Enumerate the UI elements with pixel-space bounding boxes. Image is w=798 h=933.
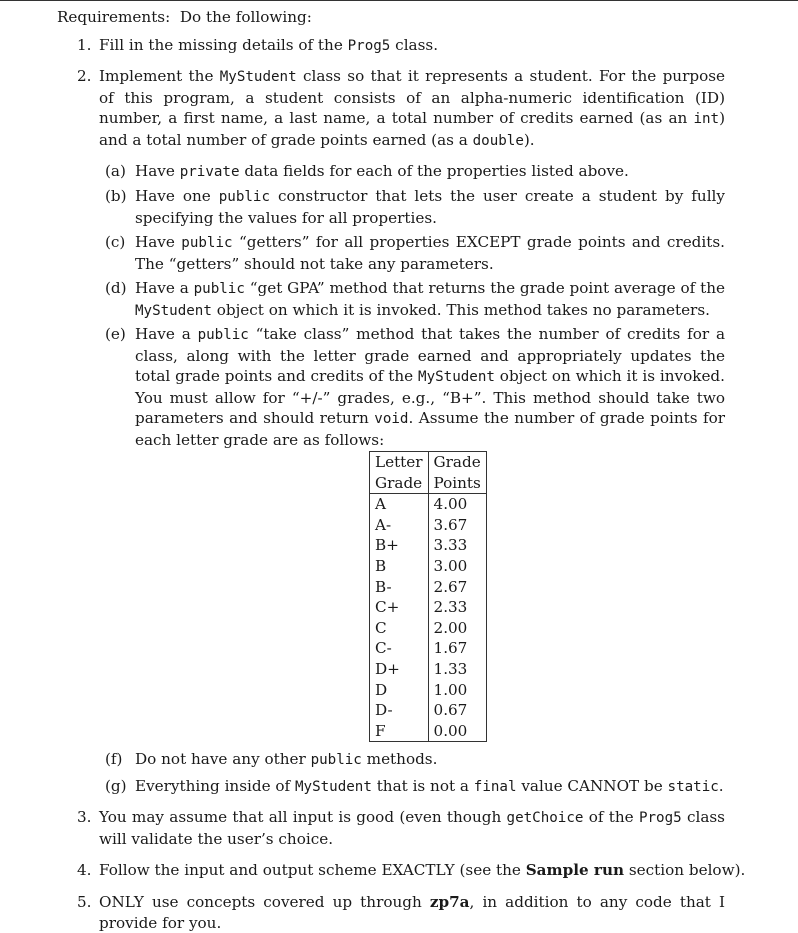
letter-grade-cell: F [370,721,429,742]
letter-grade-cell: C [370,618,429,639]
sub-f-label: (f) [105,750,123,768]
grade-points-table [369,451,487,742]
grade-points-cell: 2.00 [428,618,486,639]
sub-a-label: (a) [105,162,126,180]
sub-e-label: (e) [105,325,126,343]
header-points-line2: Points [428,473,486,494]
top-rule [0,0,798,1]
table-row [370,618,487,639]
sub-e-text: Have a public “take class” method that takes the number of credits for a class, along with the letter grade earned and appropriately updates the total grade points and credits of the MyStudent object on which it is invoked. You must allow for “+/-” grades, e.g., “B+”. This method should take two parameters and should return void. Assume the number of grade points for each letter grade are as follows: [135,325,726,449]
table-row [370,515,487,536]
table-header-row [370,473,487,494]
table-row [370,597,487,618]
sub-d-text: Have a public “get GPA” method that returns the grade point average of the MyStudent object on which it is invoked. This method takes no parameters. [135,279,725,319]
table-row [370,700,487,721]
grade-points-cell: 3.67 [428,515,486,536]
item-5-number: 5. [77,893,92,911]
grade-points-cell: 3.00 [428,556,486,577]
grade-points-cell: 1.00 [428,680,486,701]
sub-f-text: Do not have any other public methods. [135,750,438,768]
header-letter-line1: Letter [370,452,429,473]
letter-grade-cell: B+ [370,535,429,556]
table-row [370,638,487,659]
letter-grade-cell: D+ [370,659,429,680]
letter-grade-cell: C- [370,638,429,659]
grade-points-cell: 2.33 [428,597,486,618]
letter-grade-cell: D [370,680,429,701]
item-1-text: Fill in the missing details of the Prog5 class. [99,36,439,54]
item-4-number: 4. [77,861,92,879]
sub-g-text: Everything inside of MyStudent that is not a final value CANNOT be static. [135,777,724,795]
table-row [370,680,487,701]
item-1-number: 1. [77,36,92,54]
sub-g-label: (g) [105,777,127,795]
requirements-heading [57,7,312,27]
grade-points-cell: 1.67 [428,638,486,659]
table-row [370,721,487,742]
item-2-text: Implement the MyStudent class so that it represents a student. For the purpose of this program, a student consists of an alpha-numeric identification (ID) number, a first name, a last name, a total number of credits earned (as an int) and a total number of grade points earned (as a double). [99,67,726,149]
sub-b-label: (b) [105,187,127,205]
grade-points-cell: 1.33 [428,659,486,680]
header-points-line1: Grade [428,452,486,473]
sub-b-text: Have one public constructor that lets the user create a student by fully specifying the values for all properties. [135,187,725,227]
table-row [370,494,487,515]
grade-points-cell: 2.67 [428,577,486,598]
item-4-text: Follow the input and output scheme EXACTLY (see the Sample run section below). [99,861,746,879]
item-2-number: 2. [77,67,92,85]
requirements-intro: Do the following: [179,8,312,26]
grade-points-cell: 4.00 [428,494,486,515]
letter-grade-cell: C+ [370,597,429,618]
letter-grade-cell: B [370,556,429,577]
table-header-row [370,452,487,473]
header-letter-line2: Grade [370,473,429,494]
table-row [370,659,487,680]
table-row [370,556,487,577]
letter-grade-cell: B- [370,577,429,598]
sub-c-label: (c) [105,233,126,251]
table-row [370,577,487,598]
item-5-text: ONLY use concepts covered up through zp7a, in addition to any code that I provide for you. [99,893,725,932]
requirements-label: Requirements: [57,8,171,26]
sub-c-text: Have public “getters” for all properties EXCEPT grade points and credits. The “getters” should not take any parameters. [135,233,725,273]
sub-d-label: (d) [105,279,127,297]
letter-grade-cell: A- [370,515,429,536]
item-3-number: 3. [77,808,92,826]
table-row [370,535,487,556]
sub-a-text: Have private data fields for each of the properties listed above. [135,162,629,180]
letter-grade-cell: A [370,494,429,515]
letter-grade-cell: D- [370,700,429,721]
grade-points-cell: 0.67 [428,700,486,721]
item-3-text: You may assume that all input is good (even though getChoice of the Prog5 class will validate the user’s choice. [99,808,725,848]
grade-points-cell: 3.33 [428,535,486,556]
grade-points-cell: 0.00 [428,721,486,742]
